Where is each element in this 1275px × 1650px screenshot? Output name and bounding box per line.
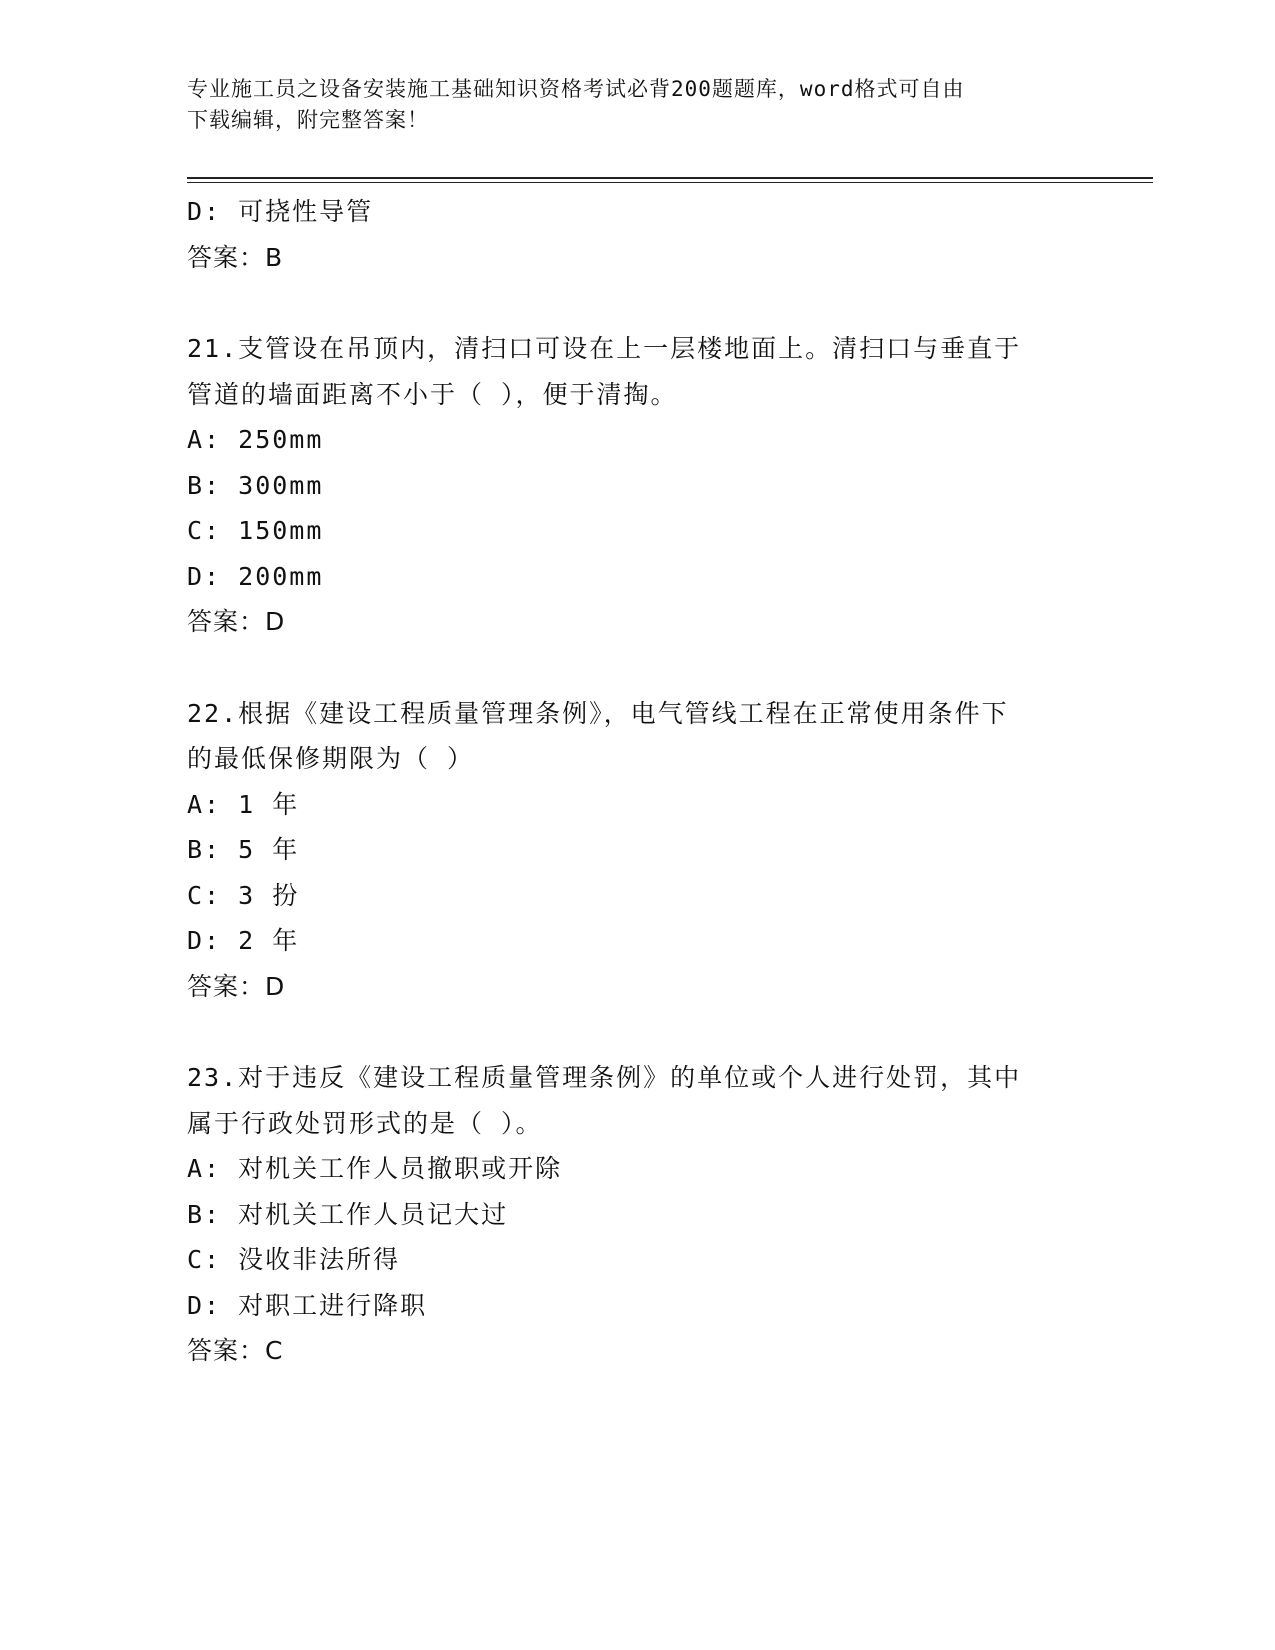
question-22 xyxy=(187,691,1087,1010)
answer-line: 答案：C xyxy=(187,1336,284,1365)
spacer xyxy=(187,280,1087,326)
header-line-2: 下载编辑，附完整答案！ xyxy=(187,108,429,132)
question-21 xyxy=(187,326,1087,645)
option-c: C: 没收非法所得 xyxy=(187,1245,401,1274)
header-rule-thick xyxy=(187,177,1153,179)
question-stem-line: 21.支管设在吊顶内，清扫口可设在上一层楼地面上。清扫口与垂直于 xyxy=(187,334,1022,363)
answer-line: 答案：D xyxy=(187,607,286,636)
question-stem-line: 的最低保修期限为（ ） xyxy=(187,744,475,773)
option-a: A: 250mm xyxy=(187,425,324,454)
spacer xyxy=(187,1009,1087,1055)
document-header xyxy=(187,74,1067,136)
prev-option-d: D: 可挠性导管 xyxy=(187,197,374,226)
spacer xyxy=(187,645,1087,691)
option-d: D: 2 年 xyxy=(187,926,300,955)
option-b: B: 5 年 xyxy=(187,835,300,864)
question-stem-line: 23.对于违反《建设工程质量管理条例》的单位或个人进行处罚，其中 xyxy=(187,1063,1022,1092)
header-line-1: 专业施工员之设备安装施工基础知识资格考试必背200题题库，word格式可自由 xyxy=(187,77,965,101)
option-b: B: 300mm xyxy=(187,470,324,500)
header-rule-thin xyxy=(187,182,1153,183)
option-d: D: 200mm xyxy=(187,561,324,591)
question-stem-line: 管道的墙面距离不小于（ ），便于清掏。 xyxy=(187,379,678,409)
option-a: A: 对机关工作人员撤职或开除 xyxy=(187,1154,563,1183)
question-stem-line: 22.根据《建设工程质量管理条例》，电气管线工程在正常使用条件下 xyxy=(187,698,1009,728)
question-content xyxy=(187,189,1087,1374)
answer-line: 答案：D xyxy=(187,971,286,1001)
option-c: C: 150mm xyxy=(187,516,324,545)
option-a: A: 1 年 xyxy=(187,789,300,819)
question-23 xyxy=(187,1055,1087,1374)
option-c: C: 3 扮 xyxy=(187,880,300,910)
prev-answer: 答案：B xyxy=(187,242,284,272)
option-d: D: 对职工进行降职 xyxy=(187,1290,428,1320)
option-b: B: 对机关工作人员记大过 xyxy=(187,1199,509,1229)
question-stem-line: 属于行政处罚形式的是（ ）。 xyxy=(187,1108,543,1138)
